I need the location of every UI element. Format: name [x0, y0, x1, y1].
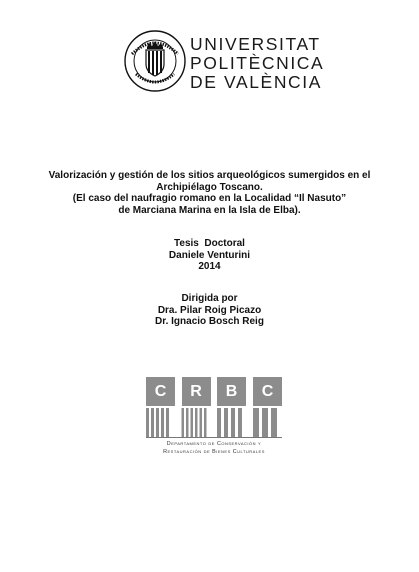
university-name-line2: POLITÈCNICA — [190, 53, 325, 73]
thesis-type: Tesis Doctoral — [174, 238, 245, 249]
crbc-letter-b: B — [217, 377, 246, 406]
director-1: Dra. Pilar Roig Picazo — [157, 304, 262, 316]
crbc-letter-c2: C — [253, 377, 282, 406]
university-seal-icon — [124, 30, 186, 92]
title-line4: de Marciana Marina en la Isla de Elba). — [118, 204, 301, 216]
crbc-logo — [146, 377, 282, 459]
director-2: Dr. Ignacio Bosch Reig — [155, 316, 264, 327]
crbc-divider — [146, 437, 282, 438]
thesis-author: Daniele Venturini — [168, 249, 251, 261]
title-line3: (El caso del naufragio romano en la Localidad “Il Nasuto” — [72, 193, 347, 204]
university-name-line1: UNIVERSITAT — [190, 34, 321, 54]
dept-line1: Departamento de Conservación y — [166, 441, 262, 447]
thesis-year: 2014 — [198, 261, 221, 272]
crbc-letter-r: R — [182, 377, 211, 406]
supervision-block — [0, 293, 419, 328]
supervision-label: Dirigida por — [181, 293, 238, 304]
crbc-bars-graphic — [146, 408, 282, 437]
thesis-info — [0, 238, 419, 273]
thesis-title — [0, 170, 419, 216]
title-line2: Archipiélago Toscano. — [156, 181, 263, 193]
university-name — [190, 35, 324, 92]
university-name-line3: DE VALÈNCIA — [190, 72, 323, 92]
crbc-department — [146, 440, 282, 456]
dept-line2: Restauración de Bienes Culturales — [163, 449, 265, 455]
title-line1: Valorización y gestión de los sitios arqueológicos sumergidos en el — [48, 170, 371, 181]
upv-logo — [124, 30, 325, 96]
crbc-letter-c1: C — [146, 377, 175, 406]
